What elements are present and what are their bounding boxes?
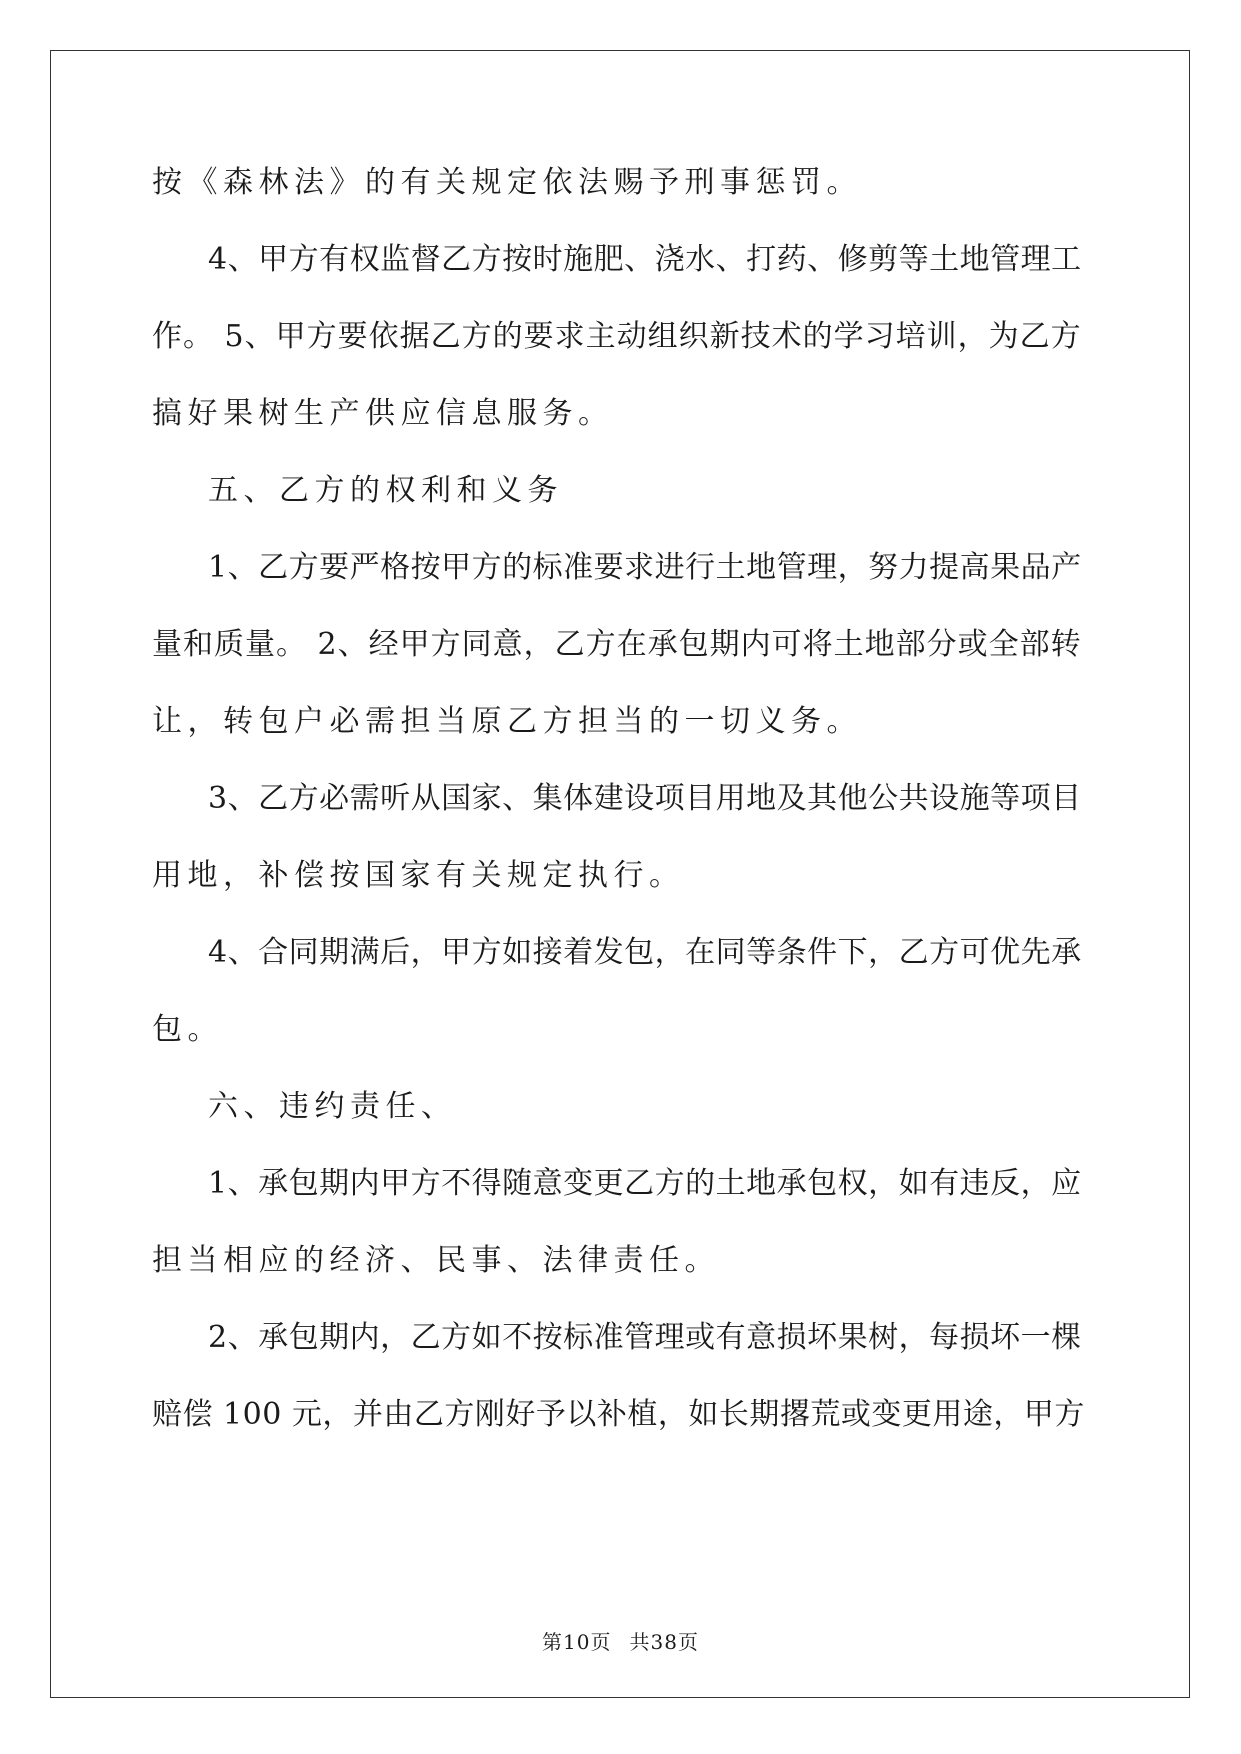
text-line: 1、乙方要严格按甲方的标准要求进行土地管理，努力提高果品产	[208, 550, 1082, 585]
text-line: 4、合同期满后，甲方如接着发包，在同等条件下，乙方可优先承	[208, 935, 1082, 970]
text-line: 按《森林法》的有关规定依法赐予刑事惩罚。	[152, 165, 862, 200]
section-heading: 六、违约责任、	[208, 1089, 457, 1124]
text-line: 量和质量。 2、经甲方同意，乙方在承包期内可将土地部分或全部转	[152, 627, 1082, 662]
text-line: 作。 5、甲方要依据乙方的要求主动组织新技术的学习培训，为乙方	[152, 319, 1082, 354]
text-line: 担当相应的经济、民事、法律责任。	[152, 1243, 720, 1278]
text-line: 赔偿 100 元，并由乙方刚好予以补植，如长期撂荒或变更用途，甲方	[152, 1397, 1085, 1432]
text-line: 3、乙方必需听从国家、集体建设项目用地及其他公共设施等项目	[208, 781, 1082, 816]
text-line: 让，转包户必需担当原乙方担当的一切义务。	[152, 704, 862, 739]
text-line: 搞好果树生产供应信息服务。	[152, 396, 614, 431]
page-total: 共38页	[629, 1630, 699, 1654]
text-line: 4、甲方有权监督乙方按时施肥、浇水、打药、修剪等土地管理工	[208, 242, 1082, 277]
text-line: 用地，补偿按国家有关规定执行。	[152, 858, 685, 893]
text-line: 包。	[152, 1012, 223, 1047]
text-line: 2、承包期内，乙方如不按标准管理或有意损坏果树，每损坏一棵	[208, 1320, 1082, 1355]
text-line: 1、承包期内甲方不得随意变更乙方的土地承包权，如有违反，应	[208, 1166, 1082, 1201]
page-footer	[0, 1632, 1241, 1652]
section-heading: 五、乙方的权利和义务	[208, 473, 563, 508]
page-number: 第10页	[542, 1630, 612, 1654]
